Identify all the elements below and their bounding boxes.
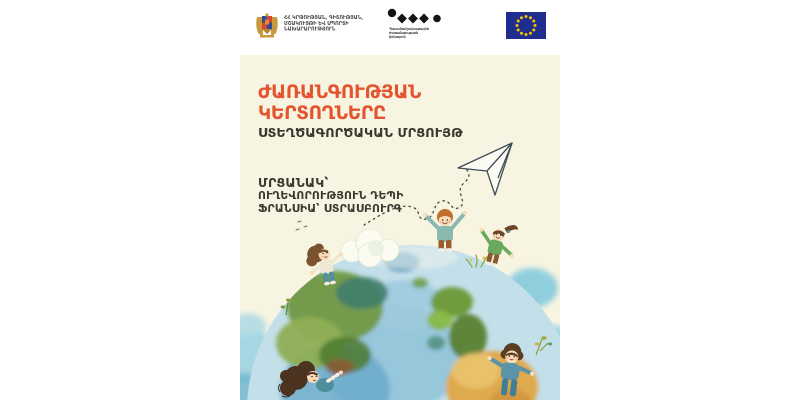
- partner-name: [389, 27, 429, 39]
- globe-children-illustration: [240, 55, 560, 400]
- prize-line-2: ՖՐԱՆՍԻԱ՝ ՍՏՐԱՍԲՈՒՐԳ: [258, 201, 402, 215]
- poster-logo-header: [240, 0, 560, 55]
- boy-on-top-of-globe: [423, 209, 467, 252]
- eu-flag-icon: [506, 12, 546, 39]
- prize-line-1: ՈՒՂԵՎՈՐՈՒԹՅՈՒՆ ԴԵՊԻ: [258, 189, 404, 202]
- poster-subtitle: ՍՏԵՂԾԱԳՈՐԾԱԿԱՆ ՄՐՑՈՒՅԹ: [258, 126, 463, 141]
- partner-line-1: Պատմամշակութային: [389, 27, 430, 31]
- armenia-coat-of-arms-icon: [255, 11, 279, 41]
- contest-poster: [240, 0, 560, 400]
- speck-birds-icon: [296, 221, 307, 230]
- ministry-name: [284, 15, 363, 32]
- poster-title-line-1: ԺԱՌԱՆԳՈՒԹՅԱՆ: [258, 82, 421, 103]
- prize-label: ՄՐՑԱՆԱԿ՝: [258, 175, 329, 190]
- poster-title-line-2: ԿԵՐՏՈՂՆԵՐԸ: [258, 103, 386, 124]
- ministry-line-3: ՆԱԽԱՐԱՐՈՒԹՅՈՒՆ: [284, 26, 336, 33]
- poster-body: [240, 55, 560, 400]
- ministry-line-1: ՀՀ ԿՐԹՈՒԹՅԱՆ, ԳԻՏՈՒԹՅԱՆ,: [284, 15, 364, 21]
- partner-line-2: ժառանգության: [389, 31, 419, 35]
- partner-line-3: կենտրոն: [389, 35, 406, 39]
- dashed-flight-trail-icon: [364, 167, 469, 225]
- ministry-line-2: ՄՇԱԿՈՒՅԹԻ ԵՎ ՍՊՈՐՏԻ: [284, 20, 349, 27]
- paper-plane-icon: [458, 143, 512, 195]
